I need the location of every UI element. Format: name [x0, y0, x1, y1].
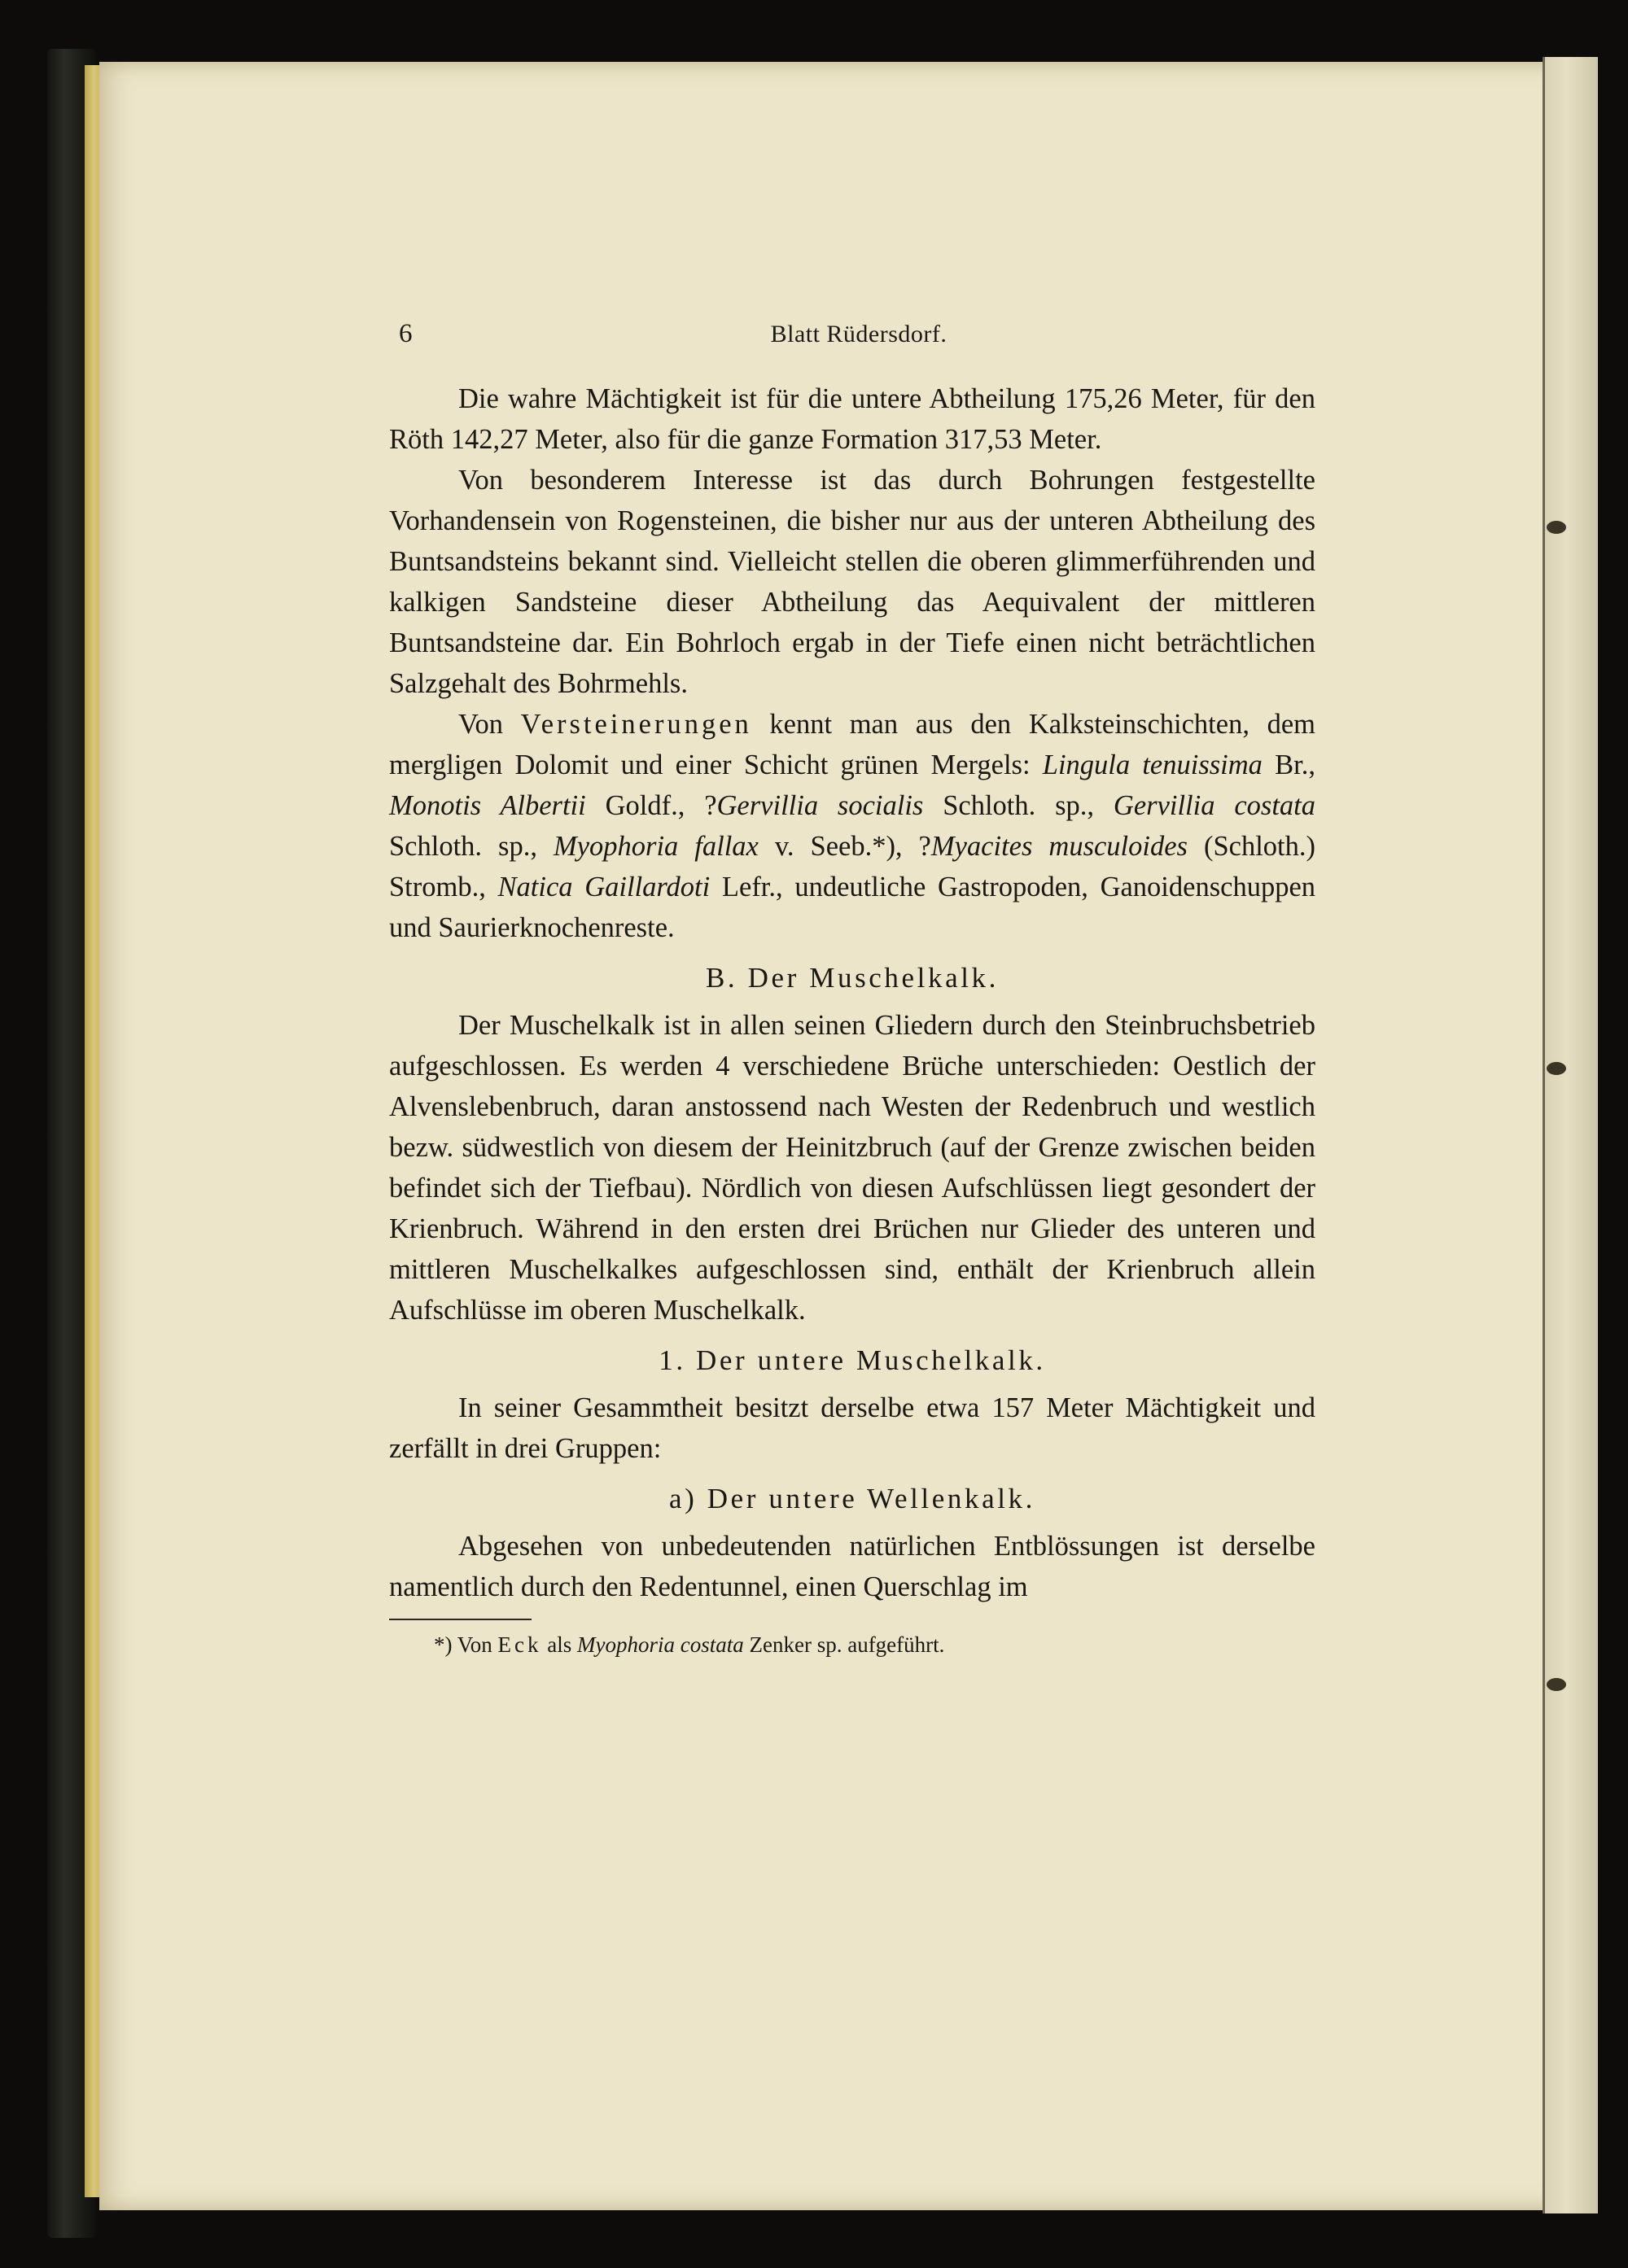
right-page-fold	[1543, 57, 1598, 2213]
binding-tab	[1547, 1678, 1566, 1691]
paragraph: Die wahre Mächtigkeit ist für die untere Abtheilung 175,26 Meter, für den Röth 142,27 Meter, also für die ganze Formation 317,53 Meter.	[389, 383, 1315, 455]
footnote: *) Von Eck als Myophoria costata Zenker sp. aufgeführt.	[434, 1632, 945, 1657]
species-name: Myophoria fallax	[553, 831, 759, 862]
binding-tab	[1547, 521, 1566, 534]
body-text	[389, 378, 1315, 1661]
species-name: Monotis Albertii	[389, 790, 586, 821]
paragraph: Von besonderem Interesse ist das durch Bohrungen festgestellte Vorhandensein von Rogensteinen, die bisher nur aus der unteren Abtheilung des Buntsandsteins bekannt sind. Vielleicht stellen die oberen glimmerführenden und kalkigen Sandsteine dieser Abtheilung das Aequivalent der mittleren Buntsandsteine dar. Ein Bohrloch ergab in der Tiefe einen nicht beträchtlichen Salzgehalt des Bohrmehls.	[389, 465, 1315, 699]
species-name: Gervillia costata	[1113, 790, 1315, 821]
subsection-heading: 1. Der untere Muschelkalk.	[659, 1344, 1046, 1376]
paragraph: Abgesehen von unbedeutenden natürlichen Entblössungen ist derselbe namentlich durch den Redentunnel, einen Querschlag im	[389, 1531, 1315, 1602]
section-heading: B. Der Muschelkalk.	[705, 962, 999, 994]
page-header	[399, 319, 1319, 360]
species-name: Myacites musculoides	[930, 831, 1188, 862]
paragraph: Von Versteinerungen kennt man aus den Kalksteinschichten, dem mergligen Dolomit und einer Schicht grünen Mergels: Lingula tenuissima Br., Monotis Albertii Goldf., ?Gervillia socialis Schloth. sp., Gervillia costata Schloth. sp., Myophoria fallax v. Seeb.*), ?Myacites musculoides (Schloth.) Stromb., Natica Gaillardoti Lefr., undeutliche Gastropoden, Ganoidenschuppen und Saurierknochenreste.	[389, 709, 1316, 943]
paragraph: Der Muschelkalk ist in allen seinen Gliedern durch den Steinbruchsbetrieb aufgeschlossen. Es werden 4 verschiedene Brüche unterschieden: Oestlich der Alvenslebenbruch, daran anstossend nach Westen der Redenbruch und westlich bezw. südwestlich von diesem der Heinitzbruch (auf der Grenze zwischen beiden befindet sich der Tiefbau). Nördlich von diesen Aufschlüssen liegt gesondert der Krienbruch. Während in den ersten drei Brüchen nur Glieder des unteren und mittleren Muschelkalkes aufgeschlossen sind, enthält der Krienbruch allein Aufschlüsse im oberen Muschelkalk.	[389, 1010, 1315, 1326]
spaced-term: Versteinerungen	[520, 709, 752, 740]
group-heading: a) Der untere Wellenkalk.	[669, 1483, 1035, 1514]
species-name: Natica Gaillardoti	[497, 872, 711, 902]
running-head: Blatt Rüdersdorf.	[770, 321, 947, 347]
binding-tab	[1547, 1062, 1566, 1075]
footnote-rule	[389, 1619, 532, 1620]
species-name: Gervillia socialis	[716, 790, 924, 821]
species-name: Lingula tenuissima	[1042, 749, 1263, 780]
page-number: 6	[399, 319, 413, 348]
paragraph: In seiner Gesammtheit besitzt derselbe etwa 157 Meter Mächtigkeit und zerfällt in drei Gruppen:	[389, 1392, 1315, 1464]
